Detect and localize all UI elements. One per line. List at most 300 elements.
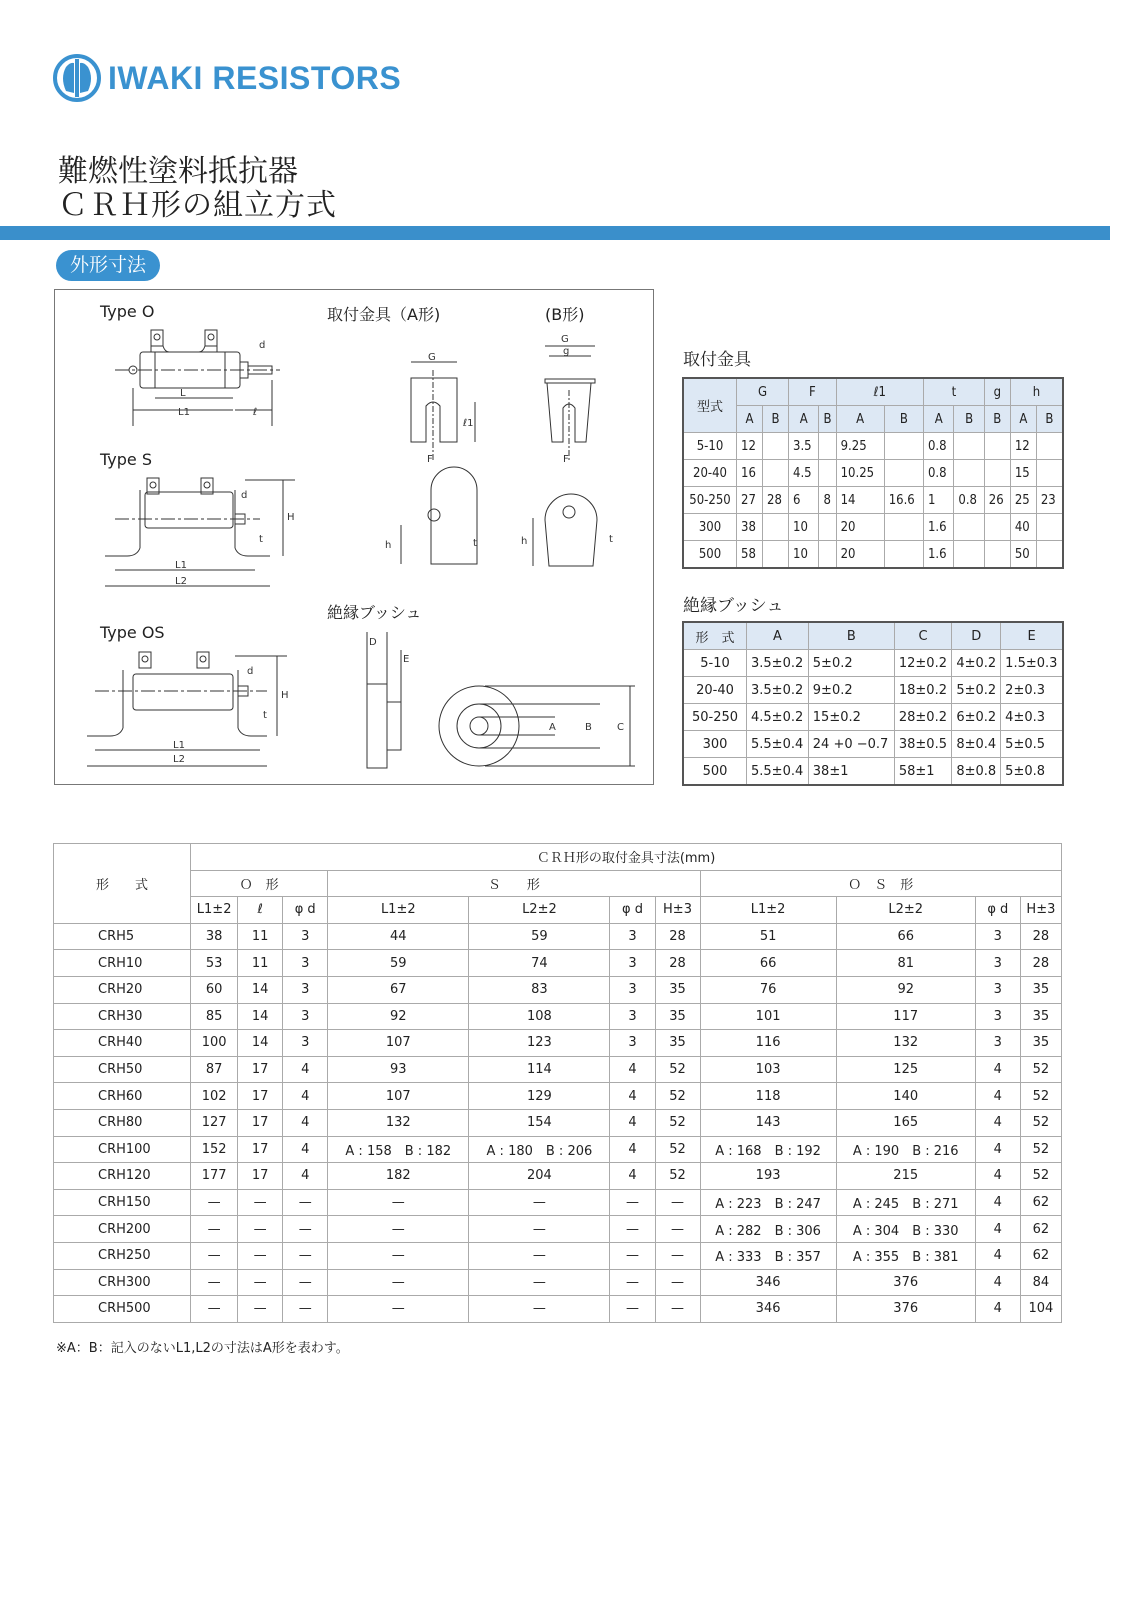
- main-cell: 123: [469, 1030, 610, 1057]
- main-cell: 4: [610, 1056, 655, 1083]
- bush-row: [683, 758, 1063, 786]
- svg-text:h: h: [521, 536, 528, 547]
- main-row: [54, 923, 1062, 950]
- bracket-subhead: A: [737, 406, 763, 433]
- bracket-cell: [819, 514, 836, 541]
- main-cell: 4: [975, 1083, 1020, 1110]
- bush-cell: 12±0.2: [894, 650, 951, 677]
- main-cell: 152: [191, 1136, 238, 1163]
- bracket-subhead: B: [884, 406, 923, 433]
- bracket-cell: 9.25: [836, 433, 884, 460]
- bracket-cell: 3.5: [789, 433, 819, 460]
- main-cell: 59: [469, 923, 610, 950]
- main-cell: A : 223 B : 247: [700, 1189, 836, 1216]
- main-cell: 51: [700, 923, 836, 950]
- type-o-label: Type O: [100, 302, 155, 321]
- main-cell: 11: [238, 923, 283, 950]
- main-row: [54, 1269, 1062, 1296]
- main-cell: 52: [1020, 1083, 1061, 1110]
- bracket-group-t: t: [923, 378, 984, 406]
- main-cell: 14: [238, 1030, 283, 1057]
- main-caption: ＣＲＨ形の取付金具寸法(mm): [191, 844, 1062, 871]
- main-cell: 66: [700, 950, 836, 977]
- main-cell: —: [610, 1216, 655, 1243]
- bush-cell: 9±0.2: [808, 677, 894, 704]
- main-cell: 52: [1020, 1136, 1061, 1163]
- figure-panel: [54, 289, 654, 785]
- title-divider: [0, 226, 1110, 240]
- main-cell: 4: [283, 1056, 328, 1083]
- main-cell: —: [469, 1296, 610, 1323]
- main-cell: —: [610, 1269, 655, 1296]
- bush-cell: 5±0.2: [808, 650, 894, 677]
- main-cell: 3: [610, 950, 655, 977]
- main-cell: —: [191, 1189, 238, 1216]
- bracket-cell: 20: [836, 514, 884, 541]
- bracket-subhead: A: [836, 406, 884, 433]
- main-cell: 4: [975, 1136, 1020, 1163]
- bush-cell: 8±0.8: [952, 758, 1001, 786]
- main-cell: 38: [191, 923, 238, 950]
- svg-text:d: d: [241, 490, 248, 501]
- title-line-2: ＣＲＨ形の組立方式: [58, 188, 337, 223]
- main-cell: 52: [655, 1056, 700, 1083]
- svg-text:L: L: [180, 388, 186, 399]
- bush-cell: 3.5±0.2: [747, 677, 809, 704]
- bush-header: E: [1001, 622, 1063, 650]
- main-cell: 182: [328, 1163, 469, 1190]
- main-cell: 140: [836, 1083, 975, 1110]
- bracket-cell: [1036, 460, 1063, 487]
- bush-cell: 5±0.5: [1001, 731, 1063, 758]
- main-cell: —: [655, 1242, 700, 1269]
- bush-cell: 5.5±0.4: [747, 731, 809, 758]
- bracket-cell: [1036, 514, 1063, 541]
- bush-header: D: [952, 622, 1001, 650]
- bracket-subhead: B: [763, 406, 789, 433]
- bracket-cell: [884, 541, 923, 569]
- main-cell: 83: [469, 976, 610, 1003]
- main-subhead: L2±2: [469, 897, 610, 924]
- bracket-cell: [984, 514, 1010, 541]
- main-cell: 4: [610, 1163, 655, 1190]
- bracket-subhead: B: [819, 406, 836, 433]
- svg-text:L2: L2: [175, 576, 187, 587]
- bracket-b-label: (B形): [545, 305, 585, 324]
- main-cell: A : 180 B : 206: [469, 1136, 610, 1163]
- title-line-1: 難燃性塗料抵抗器: [58, 154, 298, 189]
- bracket-cell: 10: [789, 514, 819, 541]
- main-cell: 4: [610, 1083, 655, 1110]
- main-row: [54, 1189, 1062, 1216]
- main-cell: 35: [1020, 976, 1061, 1003]
- main-cell: 132: [328, 1109, 469, 1136]
- bracket-a-drawing: [385, 352, 477, 564]
- bracket-cell: [819, 460, 836, 487]
- main-row: [54, 1242, 1062, 1269]
- main-cell: —: [328, 1242, 469, 1269]
- main-cell: 3: [283, 923, 328, 950]
- bracket-cell: 16.6: [884, 487, 923, 514]
- main-cell: 127: [191, 1109, 238, 1136]
- bracket-cell: 14: [836, 487, 884, 514]
- bracket-cell: [1036, 541, 1063, 569]
- bracket-model: 300: [683, 514, 737, 541]
- main-cell: 14: [238, 976, 283, 1003]
- main-cell: A : 333 B : 357: [700, 1242, 836, 1269]
- main-cell: 85: [191, 1003, 238, 1030]
- bracket-group-f: F: [789, 378, 837, 406]
- footnote: ※A：B：記入のないL1,L2の寸法はA形を表わす。: [56, 1341, 349, 1356]
- main-cell: 4: [610, 1109, 655, 1136]
- main-cell: 35: [655, 976, 700, 1003]
- main-cell: —: [610, 1296, 655, 1323]
- main-cell: 52: [655, 1083, 700, 1110]
- bush-cell: 58±1: [894, 758, 951, 786]
- main-cell: 346: [700, 1269, 836, 1296]
- bracket-row: [683, 460, 1063, 487]
- svg-text:g: g: [563, 346, 570, 357]
- main-cell: 52: [1020, 1163, 1061, 1190]
- main-cell: 11: [238, 950, 283, 977]
- main-subhead: H±3: [1020, 897, 1061, 924]
- main-row: [54, 1296, 1062, 1323]
- type-s-label: Type S: [100, 450, 152, 469]
- main-row: [54, 976, 1062, 1003]
- main-cell: 4: [610, 1136, 655, 1163]
- svg-text:C: C: [617, 722, 624, 733]
- main-cell: 193: [700, 1163, 836, 1190]
- main-cell: 101: [700, 1003, 836, 1030]
- main-cell: 104: [1020, 1296, 1061, 1323]
- main-cell: —: [469, 1216, 610, 1243]
- bracket-cell: [954, 514, 984, 541]
- main-cell: 118: [700, 1083, 836, 1110]
- main-model: CRH60: [54, 1083, 191, 1110]
- bush-table: [682, 621, 1064, 786]
- page-title: [58, 155, 337, 223]
- bracket-table: [682, 377, 1064, 569]
- main-cell: 52: [1020, 1056, 1061, 1083]
- main-cell: —: [469, 1269, 610, 1296]
- bracket-cell: 6: [789, 487, 819, 514]
- bracket-subhead: A: [789, 406, 819, 433]
- main-cell: 53: [191, 950, 238, 977]
- svg-text:h: h: [385, 540, 392, 551]
- bracket-cell: 16: [737, 460, 763, 487]
- bracket-row: [683, 514, 1063, 541]
- main-cell: 132: [836, 1030, 975, 1057]
- main-cell: 4: [975, 1296, 1020, 1323]
- main-cell: —: [610, 1242, 655, 1269]
- main-cell: 28: [1020, 923, 1061, 950]
- main-cell: 87: [191, 1056, 238, 1083]
- main-cell: 3: [283, 950, 328, 977]
- svg-text:ℓ: ℓ: [253, 407, 258, 418]
- main-cell: —: [238, 1242, 283, 1269]
- bracket-model: 20-40: [683, 460, 737, 487]
- main-group-o: Ｏ 形: [191, 870, 328, 897]
- main-cell: —: [191, 1242, 238, 1269]
- main-cell: 17: [238, 1083, 283, 1110]
- bracket-cell: [984, 433, 1010, 460]
- main-model: CRH20: [54, 976, 191, 1003]
- main-cell: 129: [469, 1083, 610, 1110]
- main-cell: 3: [610, 1003, 655, 1030]
- bush-model: 300: [683, 731, 747, 758]
- main-subhead: L1±2: [700, 897, 836, 924]
- main-cell: 3: [283, 1030, 328, 1057]
- main-cell: —: [191, 1296, 238, 1323]
- bracket-cell: [884, 514, 923, 541]
- main-cell: 165: [836, 1109, 975, 1136]
- main-cell: 3: [610, 1030, 655, 1057]
- bracket-cell: [984, 460, 1010, 487]
- bracket-row: [683, 433, 1063, 460]
- main-cell: —: [469, 1189, 610, 1216]
- bush-cell: 4±0.3: [1001, 704, 1063, 731]
- bracket-cell: 12: [1010, 433, 1036, 460]
- svg-text:ℓ1: ℓ1: [463, 418, 474, 429]
- bracket-cell: 25: [1010, 487, 1036, 514]
- main-cell: 59: [328, 950, 469, 977]
- main-cell: 17: [238, 1109, 283, 1136]
- main-cell: 35: [1020, 1003, 1061, 1030]
- svg-text:L2: L2: [173, 754, 185, 765]
- svg-text:L1: L1: [173, 740, 185, 751]
- main-cell: 3: [610, 976, 655, 1003]
- main-cell: 108: [469, 1003, 610, 1030]
- main-cell: 4: [975, 1109, 1020, 1136]
- main-cell: 4: [975, 1189, 1020, 1216]
- svg-text:A: A: [549, 722, 556, 733]
- main-cell: —: [469, 1242, 610, 1269]
- bracket-cell: [884, 460, 923, 487]
- main-cell: —: [191, 1269, 238, 1296]
- main-cell: —: [328, 1216, 469, 1243]
- main-cell: —: [283, 1189, 328, 1216]
- bracket-cell: 58: [737, 541, 763, 569]
- main-cell: 376: [836, 1296, 975, 1323]
- main-model: CRH200: [54, 1216, 191, 1243]
- main-cell: 204: [469, 1163, 610, 1190]
- main-cell: —: [328, 1189, 469, 1216]
- bracket-cell: 10: [789, 541, 819, 569]
- svg-text:t: t: [263, 710, 267, 721]
- svg-text:t: t: [259, 534, 263, 545]
- main-cell: —: [238, 1269, 283, 1296]
- bracket-row: [683, 541, 1063, 569]
- svg-text:F: F: [563, 454, 569, 465]
- bracket-subhead: B: [984, 406, 1010, 433]
- section-pill: 外形寸法: [56, 250, 160, 281]
- main-cell: 17: [238, 1136, 283, 1163]
- main-row: [54, 1083, 1062, 1110]
- bracket-cell: 1.6: [923, 541, 953, 569]
- brand-logo: [52, 52, 401, 104]
- bracket-row: [683, 487, 1063, 514]
- main-cell: 107: [328, 1083, 469, 1110]
- main-cell: —: [238, 1296, 283, 1323]
- main-cell: A : 355 B : 381: [836, 1242, 975, 1269]
- bracket-cell: [984, 541, 1010, 569]
- main-cell: 107: [328, 1030, 469, 1057]
- main-row: [54, 1163, 1062, 1190]
- main-cell: A : 245 B : 271: [836, 1189, 975, 1216]
- main-cell: —: [238, 1216, 283, 1243]
- main-cell: 3: [975, 1003, 1020, 1030]
- main-cell: A : 282 B : 306: [700, 1216, 836, 1243]
- main-cell: —: [610, 1189, 655, 1216]
- main-model: CRH500: [54, 1296, 191, 1323]
- main-cell: 117: [836, 1003, 975, 1030]
- svg-text:G: G: [561, 334, 569, 345]
- main-cell: 4: [975, 1269, 1020, 1296]
- main-cell: 114: [469, 1056, 610, 1083]
- main-cell: —: [328, 1269, 469, 1296]
- main-cell: 52: [655, 1109, 700, 1136]
- svg-text:H: H: [281, 690, 289, 701]
- main-cell: 116: [700, 1030, 836, 1057]
- bush-model: 50-250: [683, 704, 747, 731]
- svg-text:d: d: [259, 340, 266, 351]
- bush-cell: 8±0.4: [952, 731, 1001, 758]
- main-cell: 52: [655, 1163, 700, 1190]
- bracket-cell: 38: [737, 514, 763, 541]
- bracket-subhead: A: [1010, 406, 1036, 433]
- bush-cell: 5±0.2: [952, 677, 1001, 704]
- main-cell: 28: [655, 950, 700, 977]
- main-cell: —: [655, 1269, 700, 1296]
- drawings: [55, 290, 653, 784]
- bracket-cell: [1036, 433, 1063, 460]
- bracket-cell: [954, 460, 984, 487]
- bracket-group-l1: ℓ1: [836, 378, 923, 406]
- bracket-a-label: 取付金具（A形): [327, 305, 441, 324]
- svg-text:B: B: [585, 722, 592, 733]
- mounting-dimensions-table: [53, 843, 1062, 1323]
- bracket-b-drawing: [521, 334, 613, 566]
- main-cell: 3: [283, 976, 328, 1003]
- main-group-os: Ｏ Ｓ 形: [700, 870, 1061, 897]
- bracket-subhead: B: [1036, 406, 1063, 433]
- svg-text:D: D: [369, 637, 377, 648]
- main-cell: —: [328, 1296, 469, 1323]
- bracket-cell: [763, 514, 789, 541]
- main-cell: 17: [238, 1163, 283, 1190]
- bush-cell: 4.5±0.2: [747, 704, 809, 731]
- bracket-cell: [763, 541, 789, 569]
- main-cell: 100: [191, 1030, 238, 1057]
- main-cell: 154: [469, 1109, 610, 1136]
- main-row: [54, 1136, 1062, 1163]
- type-s-drawing: [105, 478, 295, 586]
- main-cell: 3: [975, 923, 1020, 950]
- bracket-cell: 12: [737, 433, 763, 460]
- bush-cell: 38±0.5: [894, 731, 951, 758]
- svg-text:F: F: [427, 454, 433, 465]
- bush-row: [683, 731, 1063, 758]
- main-cell: 93: [328, 1056, 469, 1083]
- type-os-label: Type OS: [100, 623, 165, 642]
- main-cell: A : 304 B : 330: [836, 1216, 975, 1243]
- bracket-cell: 28: [763, 487, 789, 514]
- bracket-col-model: 型式: [683, 378, 737, 433]
- main-cell: 92: [328, 1003, 469, 1030]
- main-cell: 346: [700, 1296, 836, 1323]
- svg-text:G: G: [428, 352, 436, 363]
- main-cell: 28: [655, 923, 700, 950]
- bracket-subhead: A: [923, 406, 953, 433]
- main-model: CRH150: [54, 1189, 191, 1216]
- main-cell: 376: [836, 1269, 975, 1296]
- bush-header: B: [808, 622, 894, 650]
- main-model: CRH40: [54, 1030, 191, 1057]
- main-cell: 143: [700, 1109, 836, 1136]
- bush-table-title: 絶縁ブッシュ: [683, 596, 784, 616]
- main-subhead: L1±2: [191, 897, 238, 924]
- bracket-cell: 20: [836, 541, 884, 569]
- main-cell: 35: [655, 1030, 700, 1057]
- main-cell: —: [655, 1296, 700, 1323]
- main-cell: 4: [975, 1056, 1020, 1083]
- bracket-cell: 0.8: [923, 433, 953, 460]
- bracket-cell: 27: [737, 487, 763, 514]
- main-cell: —: [191, 1216, 238, 1243]
- main-model: CRH120: [54, 1163, 191, 1190]
- main-cell: —: [283, 1296, 328, 1323]
- bracket-cell: 40: [1010, 514, 1036, 541]
- main-model: CRH100: [54, 1136, 191, 1163]
- bush-header: 形 式: [683, 622, 747, 650]
- bush-cell: 28±0.2: [894, 704, 951, 731]
- main-model: CRH80: [54, 1109, 191, 1136]
- bracket-group-h: h: [1010, 378, 1063, 406]
- svg-text:L1: L1: [175, 560, 187, 571]
- bush-cell: 5±0.8: [1001, 758, 1063, 786]
- bracket-model: 5-10: [683, 433, 737, 460]
- bracket-cell: 1: [923, 487, 953, 514]
- bracket-cell: 4.5: [789, 460, 819, 487]
- main-cell: —: [238, 1189, 283, 1216]
- bracket-cell: 26: [984, 487, 1010, 514]
- main-model: CRH50: [54, 1056, 191, 1083]
- bush-cell: 5.5±0.4: [747, 758, 809, 786]
- main-cell: 4: [975, 1242, 1020, 1269]
- main-cell: A : 190 B : 216: [836, 1136, 975, 1163]
- main-row: [54, 1216, 1062, 1243]
- svg-text:t: t: [473, 538, 477, 549]
- main-cell: 76: [700, 976, 836, 1003]
- main-cell: 92: [836, 976, 975, 1003]
- iwaki-emblem-icon: [52, 53, 102, 103]
- main-cell: 14: [238, 1003, 283, 1030]
- main-cell: 74: [469, 950, 610, 977]
- bush-cell: 4±0.2: [952, 650, 1001, 677]
- svg-text:L1: L1: [178, 407, 190, 418]
- brand-name: IWAKI RESISTORS: [108, 59, 402, 96]
- bracket-cell: 1.6: [923, 514, 953, 541]
- bracket-cell: [819, 433, 836, 460]
- main-subhead: ℓ: [238, 897, 283, 924]
- main-cell: 35: [655, 1003, 700, 1030]
- bracket-cell: [819, 541, 836, 569]
- svg-text:d: d: [247, 666, 254, 677]
- type-os-drawing: [87, 652, 287, 766]
- bracket-cell: [884, 433, 923, 460]
- main-cell: 3: [975, 1030, 1020, 1057]
- main-cell: 62: [1020, 1242, 1061, 1269]
